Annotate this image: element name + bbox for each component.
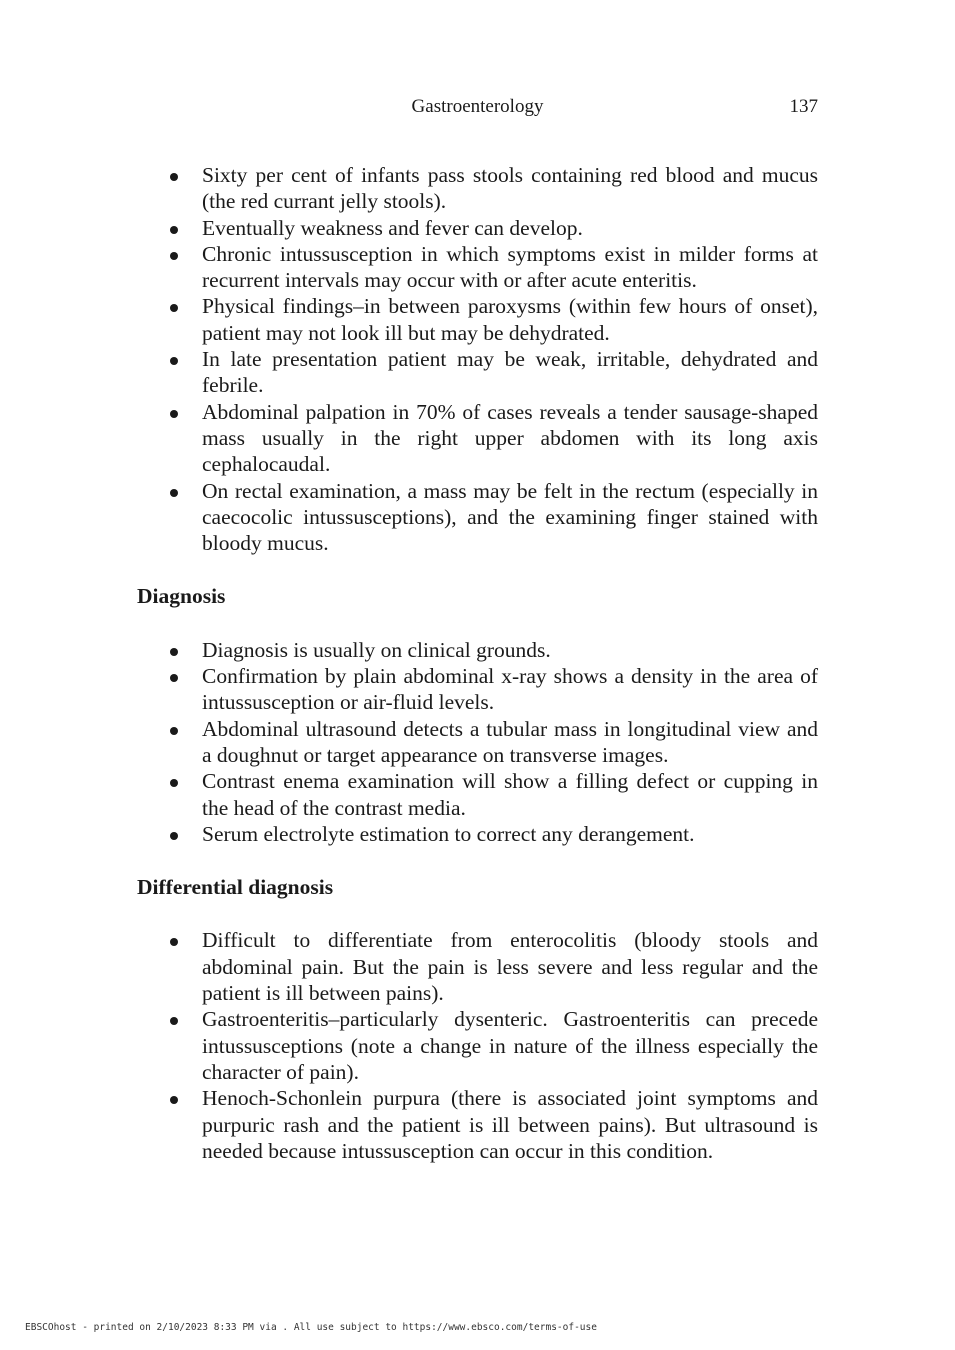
page-content — [137, 162, 818, 1164]
bullet-icon — [170, 938, 178, 946]
bullet-icon — [170, 252, 178, 260]
list-item: Physical findings–in between paroxysms (within few hours of onset), patient may not look ill but may be dehydrated. — [137, 293, 818, 346]
diagnosis-bullet-list — [137, 637, 818, 847]
bullet-icon — [170, 832, 178, 840]
bullet-icon — [170, 1096, 178, 1104]
page-number: 137 — [789, 96, 818, 117]
list-item: Henoch-Schonlein purpura (there is associated joint symptoms and purpuric rash and the patient is ill between pains). But ultrasound is needed because intussusception can occur in this condition. — [137, 1085, 818, 1164]
list-item: Gastroenteritis–particularly dysenteric. Gastroenteritis can precede intussusceptions (note a change in nature of the illness especially the character of pain). — [137, 1006, 818, 1085]
bullet-icon — [170, 727, 178, 735]
intro-bullet-list — [137, 162, 818, 556]
list-item: Chronic intussusception in which symptoms exist in milder forms at recurrent intervals may occur with or after acute enteritis. — [137, 241, 818, 294]
list-item: Abdominal palpation in 70% of cases reveals a tender sausage-shaped mass usually in the right upper abdomen with its long axis cephalocaudal. — [137, 399, 818, 478]
list-item: Confirmation by plain abdominal x-ray shows a density in the area of intussusception or air-fluid levels. — [137, 663, 818, 716]
print-footer: EBSCOhost - printed on 2/10/2023 8:33 PM via . All use subject to https://www.ebsco.com/terms-of-use — [25, 1322, 597, 1333]
page-header — [137, 96, 818, 122]
list-item: Serum electrolyte estimation to correct any derangement. — [137, 821, 818, 847]
differential-diagnosis-bullet-list — [137, 927, 818, 1164]
list-item: Abdominal ultrasound detects a tubular mass in longitudinal view and a doughnut or target appearance on transverse images. — [137, 716, 818, 769]
list-item: Difficult to differentiate from enterocolitis (bloody stools and abdominal pain. But the pain is less severe and less regular and the patient is ill between pains). — [137, 927, 818, 1006]
bullet-icon — [170, 226, 178, 234]
list-item: Contrast enema examination will show a filling defect or cupping in the head of the contrast media. — [137, 768, 818, 821]
running-head-title: Gastroenterology — [411, 96, 544, 117]
bullet-icon — [170, 304, 178, 312]
bullet-icon — [170, 410, 178, 418]
list-item: In late presentation patient may be weak, irritable, dehydrated and febrile. — [137, 346, 818, 399]
differential-diagnosis-heading: Differential diagnosis — [137, 875, 334, 900]
bullet-icon — [170, 1017, 178, 1025]
bullet-icon — [170, 648, 178, 656]
list-item: On rectal examination, a mass may be felt in the rectum (especially in caecocolic intussusceptions), and the examining finger stained with bloody mucus. — [137, 478, 818, 557]
bullet-icon — [170, 489, 178, 497]
bullet-icon — [170, 674, 178, 682]
list-item: Eventually weakness and fever can develop. — [137, 215, 818, 241]
bullet-icon — [170, 357, 178, 365]
list-item: Diagnosis is usually on clinical grounds. — [137, 637, 818, 663]
list-item: Sixty per cent of infants pass stools containing red blood and mucus (the red currant jelly stools). — [137, 162, 818, 215]
bullet-icon — [170, 173, 178, 181]
diagnosis-heading: Diagnosis — [137, 584, 226, 609]
bullet-icon — [170, 779, 178, 787]
